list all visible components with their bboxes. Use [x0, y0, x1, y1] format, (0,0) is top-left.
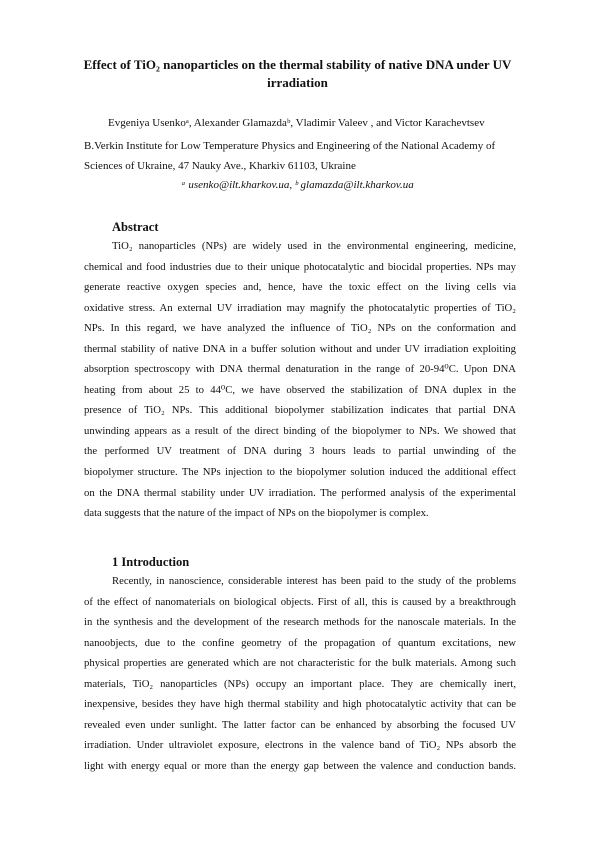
abstract-line: TiO₂ nanoparticles (NPs) are widely used in the environmental engineering, medicine,: [112, 240, 516, 252]
abstract-line: presence of TiO₂ NPs. This additional biopolymer stabilization indicates that partial DNA: [84, 404, 516, 417]
abstract-line: generate reactive oxygen species and, hence, have the toxic effect on the living cells via: [84, 281, 516, 294]
intro-line: irradiation. Under ultraviolet exposure, electrons in the valence band of TiO₂ NPs absorb the: [84, 739, 516, 752]
abstract-line: data suggests that the nature of the impact of NPs on the biopolymer is complex.: [84, 507, 429, 520]
abstract-heading: Abstract: [112, 220, 159, 234]
abstract-line: the performed UV treatment of DNA during 3 hours leads to partial unwinding of the: [84, 445, 516, 458]
introduction-body: [84, 571, 516, 776]
affiliation-line-1: B.Verkin Institute for Low Temperature Physics and Engineering of the National Academy of: [84, 140, 496, 152]
author-list: Evgeniya Usenkoᵃ, Alexander Glamazdaᵇ, Vladimir Valeev , and Victor Karachevtsev: [108, 117, 485, 129]
paper-title: [75, 56, 520, 92]
abstract-line: heating from about 25 to 44⁰C, we have observed the stabilization of DNA duplex in the: [84, 383, 516, 396]
intro-line: nanoobjects, due to the confine geometry of the propagation of quantum excitations, new: [84, 636, 516, 649]
abstract-line: chemical and food industries due to their unique photocatalytic and biocidal properties. NPs may: [84, 260, 516, 273]
title-line-1: Effect of TiO₂ nanoparticles on the thermal stability of native DNA under UV: [83, 57, 512, 72]
title-line-2: irradiation: [267, 75, 328, 90]
intro-line: revealed even under sunlight. The latter factor can be enhanced by absorbing the focused UV: [84, 718, 516, 731]
intro-line: of the effect of nanomaterials on biological objects. First of all, this is caused by a breakthrough: [84, 595, 516, 608]
intro-line: Recently, in nanoscience, considerable interest has been paid to the study of the problems: [112, 575, 516, 587]
introduction-heading: 1 Introduction: [112, 555, 190, 569]
abstract-line: oxidative stress. An external UV irradiation may magnify the photocatalytic properties of TiO₂: [84, 301, 516, 314]
abstract-line: on the DNA thermal stability under UV irradiation. The performed analysis of the experimental: [84, 486, 516, 499]
intro-line: physical properties are generated which are not characteristic for the bulk materials. Among such: [84, 657, 516, 670]
affiliation-line-2: Sciences of Ukraine, 47 Nauky Ave., Kharkiv 61103, Ukraine: [84, 160, 356, 172]
intro-line: materials, TiO₂ nanoparticles (NPs) occupy an important place. They are chemically inert,: [84, 677, 516, 690]
abstract-line: NPs. In this regard, we have analyzed the influence of TiO₂ NPs on the conformation and: [84, 322, 516, 335]
intro-line: light with energy equal or more than the energy gap between the valence and conduction bands.: [84, 759, 516, 772]
intro-line: inexpensive, besides they have high thermal stability and high photocatalytic activity that can be: [84, 698, 516, 711]
affiliation: [84, 136, 516, 176]
abstract-line: absorption spectroscopy with DNA thermal denaturation in the range of 20-94⁰C. Upon DNA: [84, 363, 516, 376]
abstract-line: biopolymer structure. The NPs injection to the biopolymer solution induced the additional effect: [84, 466, 516, 479]
intro-line: in the synthesis and the development of the research methods for the nanoscale materials. In the: [84, 616, 516, 629]
author-emails: ᵃ usenko@ilt.kharkov.ua, ᵇ glamazda@ilt.kharkov.ua: [181, 179, 414, 191]
abstract-line: unwinding appears as a result of the direct binding of the biopolymer to NPs. We showed that: [84, 424, 516, 437]
abstract-body: [84, 236, 516, 524]
abstract-line: thermal stability of native DNA in a buffer solution without and under UV irradiation exploiting: [84, 342, 516, 355]
